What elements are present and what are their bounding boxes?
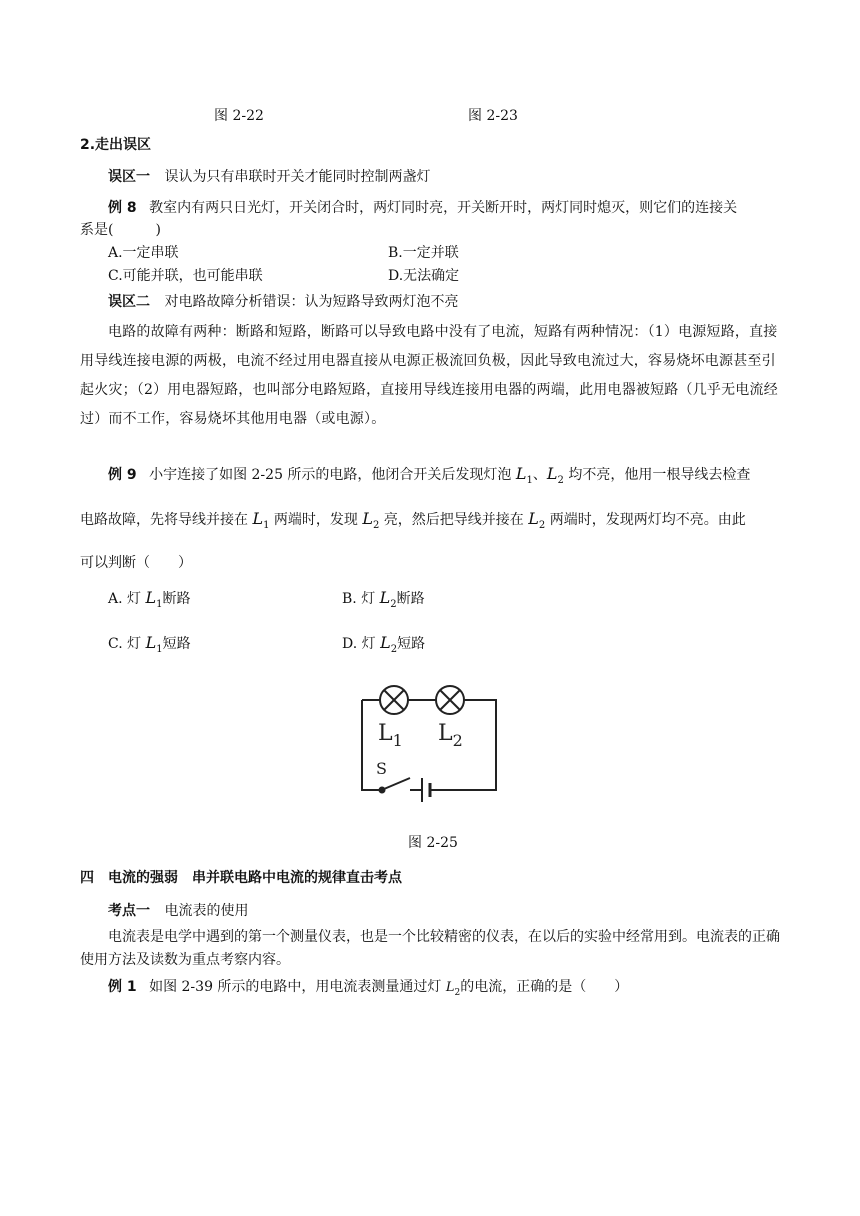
figure-caption-2-23: 图 2-23 <box>468 108 518 124</box>
misconception-2 <box>108 291 458 311</box>
symbol-l2: L <box>362 509 373 528</box>
symbol-l2: L <box>445 980 455 995</box>
symbol-sub: 2 <box>390 643 398 655</box>
example-9-text: 两端时，发现两灯均不亮。由此 <box>549 512 746 528</box>
example-9-text: 亮，然后把导线并接在 <box>383 512 524 528</box>
example-8-line1: 教室内有两只日光灯，开关闭合时，两灯同时亮，开关断开时，两灯同时熄灭，则它们的连接关 <box>149 200 738 216</box>
test-point-1-text: 电流表的使用 <box>164 903 249 919</box>
test-point-1 <box>108 900 248 920</box>
option-text: B. 灯 <box>342 591 376 607</box>
section-heading: 2.走出误区 <box>80 137 152 153</box>
section-4-heading: 四 电流的强弱 串并联电路中电流的规律直击考点 <box>80 870 402 886</box>
fault-paragraph: 电路的故障有两种：断路和短路，断路可以导致电路中没有了电流，短路有两种情况：（1）电源短路，直接用导线连接电源的两极，电流不经过用电器直接从电源正极流回负极，因此导致电流过大，容易烧坏电源甚至引起火灾；（2）用电器短路，也叫部分电路短路，直接用导线连接用电器的两端，此用电器被短路（几乎无电流经过）而不工作，容易烧坏其他用电器（或电源）。 <box>80 324 778 427</box>
lamp-1-label: $L_1$ <box>378 721 403 750</box>
example-8-option-b: B.一定并联 <box>388 245 459 261</box>
misconception-1 <box>108 166 430 186</box>
misconception-1-label: 误区一 <box>108 169 150 185</box>
example-9-option-a <box>108 588 190 610</box>
switch-icon <box>380 778 421 793</box>
example-9-line2 <box>80 508 746 537</box>
example-9-text: 小宇连接了如图 2-25 所示的电路，他闭合开关后发现灯泡 <box>149 467 512 483</box>
option-text: C. 灯 <box>108 636 142 652</box>
symbol-sub: 1 <box>526 474 533 486</box>
lamp-2-label: $L_2$ <box>438 721 463 750</box>
misconception-2-text: 对电路故障分析错误：认为短路导致两灯泡不亮 <box>164 294 459 310</box>
circuit-diagram-2-25 <box>350 678 510 808</box>
symbol-l1: L <box>145 633 157 652</box>
option-text: 短路 <box>397 636 426 652</box>
example-8-option-c: C.可能并联，也可能串联 <box>108 268 263 284</box>
symbol-l2: L <box>380 633 391 652</box>
figure-caption-2-22: 图 2-22 <box>214 108 264 124</box>
switch-label: S <box>376 759 387 778</box>
symbol-l1: L <box>252 509 264 528</box>
symbol-l2: L <box>528 509 539 528</box>
battery-icon <box>420 778 440 802</box>
option-text: 短路 <box>162 636 191 652</box>
example-1-text: 的电流，正确的是（ ） <box>460 979 629 995</box>
example-9-text: 均不亮，他用一根导线去检查 <box>568 467 751 483</box>
example-8-option-d: D.无法确定 <box>388 268 460 284</box>
symbol-sub: 2 <box>372 519 380 531</box>
symbol-sub: 2 <box>557 474 564 486</box>
example-9-line3: 可以判断（ ） <box>80 555 192 571</box>
example-9-label: 例 9 <box>108 467 137 483</box>
example-8-label: 例 8 <box>108 200 137 216</box>
example-8-option-a: A.一定串联 <box>108 245 179 261</box>
symbol-sub: 1 <box>156 598 163 610</box>
misconception-1-text: 误认为只有串联时开关才能同时控制两盏灯 <box>164 169 431 185</box>
symbol-sub: 2 <box>390 598 397 610</box>
example-9-text: 电路故障，先将导线并接在 <box>80 512 248 528</box>
example-9-text: 两端时，发现 <box>273 512 358 528</box>
example-8-question <box>108 197 737 217</box>
option-text: D. 灯 <box>342 636 376 652</box>
symbol-sub: 2 <box>538 519 546 531</box>
example-9-option-c <box>108 633 191 655</box>
misconception-2-label: 误区二 <box>108 294 150 310</box>
lamp-2-icon <box>436 686 464 714</box>
symbol-l2: L <box>379 588 391 607</box>
option-text: 断路 <box>396 591 425 607</box>
option-text: 断路 <box>162 591 191 607</box>
symbol-l1: L <box>145 588 157 607</box>
example-1 <box>108 976 628 998</box>
option-text: A. 灯 <box>108 591 142 607</box>
example-1-text: 如图 2-39 所示的电路中，用电流表测量通过灯 <box>149 979 442 995</box>
example-9-option-b <box>342 588 425 610</box>
ammeter-paragraph: 电流表是电学中遇到的第一个测量仪表，也是一个比较精密的仪表，在以后的实验中经常用到。电流表的正确使用方法及读数为重点考察内容。 <box>80 929 780 968</box>
test-point-1-label: 考点一 <box>108 903 150 919</box>
symbol-l2: L <box>546 464 558 483</box>
symbol-sub: 1 <box>156 643 163 655</box>
separator: 、 <box>532 467 547 483</box>
lamp-1-icon <box>380 686 408 714</box>
example-9-line1 <box>108 463 750 492</box>
example-8-line2: 系是( ) <box>80 222 161 238</box>
example-9-option-d <box>342 633 425 655</box>
figure-caption-2-25: 图 2-25 <box>408 835 458 851</box>
example-1-label: 例 1 <box>108 979 137 995</box>
symbol-sub: 1 <box>263 519 270 531</box>
symbol-l1: L <box>515 464 527 483</box>
symbol-sub: 2 <box>454 987 461 998</box>
